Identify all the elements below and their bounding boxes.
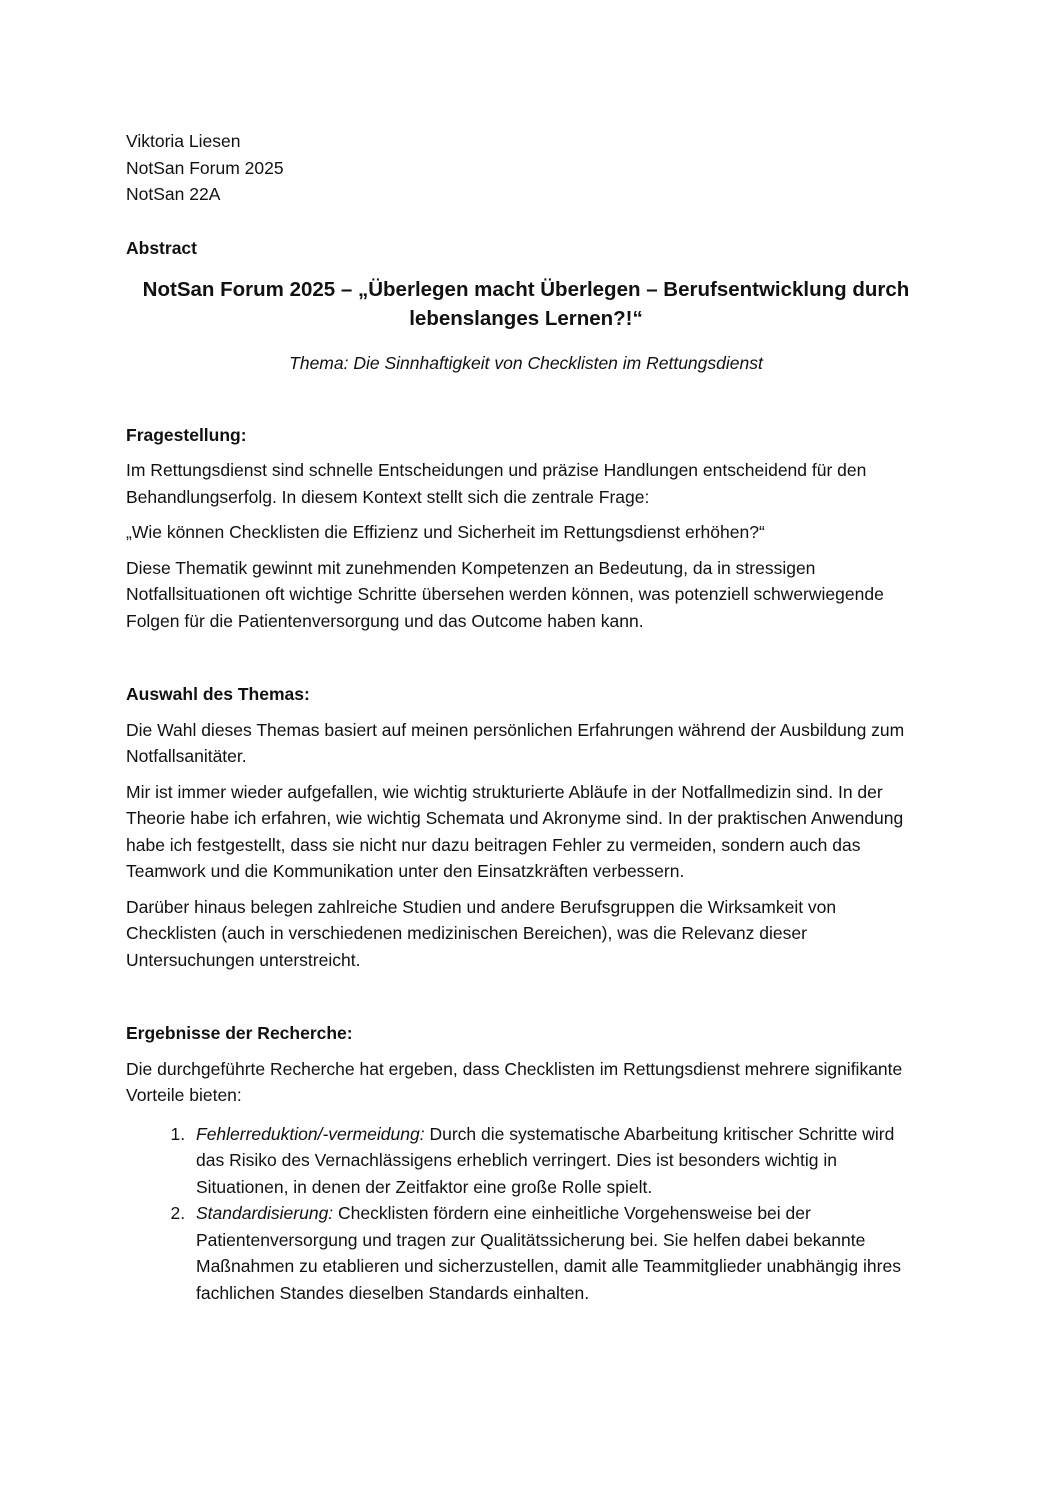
list-item bbox=[190, 1121, 926, 1201]
section-heading: Ergebnisse der Recherche: bbox=[126, 1023, 353, 1043]
list-item-text: Checklisten fördern eine einheitliche Vorgehensweise bei der Patientenversorgung und tragen zur Qualitätssicherung bei. Sie helfen dabei bekannte Maßnahmen zu etablieren und sicherzustellen, damit alle Teammitglieder unabhängig ihres fachlichen Standes dieselben Standards einhalten. bbox=[196, 1203, 901, 1303]
course-name: NotSan 22A bbox=[126, 184, 221, 204]
paragraph: Mir ist immer wieder aufgefallen, wie wichtig strukturierte Abläufe in der Notfallmedizin sind. In der Theorie habe ich erfahren, wie wichtig Schemata und Akronyme sind. In der praktischen Anwendung habe ich festgestellt, dass sie nicht nur dazu beitragen Fehler zu vermeiden, sondern auch das Teamwork und die Kommunikation unter den Einsatzkräften verbessern. bbox=[126, 781, 904, 881]
author-block bbox=[126, 128, 926, 208]
list-item-term: Fehlerreduktion/-vermeidung: bbox=[196, 1123, 425, 1144]
document-content bbox=[126, 128, 926, 1306]
paragraph: Diese Thematik gewinnt mit zunehmenden Kompetenzen an Bedeutung, da in stressigen Notfallsituationen oft wichtige Schritte übersehen werden können, was potenziell schwerwiegende Folgen für die Patientenversorgung und das Outcome haben kann. bbox=[126, 557, 884, 631]
section-heading: Auswahl des Themas: bbox=[126, 684, 310, 704]
paragraph: Im Rettungsdienst sind schnelle Entscheidungen und präzise Handlungen entscheidend für den Behandlungserfolg. In diesem Kontext stellt sich die zentrale Frage: bbox=[126, 460, 867, 507]
results-list bbox=[126, 1121, 926, 1307]
event-name: NotSan Forum 2025 bbox=[126, 157, 284, 178]
list-item-text: Durch die systematische Abarbeitung kritischer Schritte wird das Risiko des Vernachlässigens erheblich verringert. Dies ist besonders wichtig in Situationen, in denen der Zeitfaktor eine große Rolle spielt. bbox=[196, 1123, 895, 1197]
section-fragestellung bbox=[126, 422, 926, 635]
document-subtitle: Thema: Die Sinnhaftigkeit von Checklisten im Rettungsdienst bbox=[289, 353, 763, 373]
paragraph: Die Wahl dieses Themas basiert auf meinen persönlichen Erfahrungen während der Ausbildung zum Notfallsanitäter. bbox=[126, 719, 905, 766]
section-heading: Fragestellung: bbox=[126, 424, 247, 445]
list-item-term: Standardisierung: bbox=[196, 1203, 334, 1223]
paragraph: Darüber hinaus belegen zahlreiche Studien und andere Berufsgruppen die Wirksamkeit von Checklisten (auch in verschiedenen medizinischen Bereichen), was die Relevanz dieser Untersuchungen unterstreicht. bbox=[126, 896, 837, 970]
author-name: Viktoria Liesen bbox=[126, 131, 241, 151]
document-title: NotSan Forum 2025 – „Überlegen macht Überlegen – Berufsentwicklung durch lebenslanges Lernen?!“ bbox=[142, 278, 910, 330]
list-item bbox=[190, 1200, 926, 1306]
section-ergebnisse bbox=[126, 1020, 926, 1306]
paragraph: Die durchgeführte Recherche hat ergeben, dass Checklisten im Rettungsdienst mehrere signifikante Vorteile bieten: bbox=[126, 1058, 903, 1105]
research-question: „Wie können Checklisten die Effizienz und Sicherheit im Rettungsdienst erhöhen?“ bbox=[126, 522, 765, 542]
section-auswahl bbox=[126, 681, 926, 973]
abstract-label: Abstract bbox=[126, 237, 197, 258]
